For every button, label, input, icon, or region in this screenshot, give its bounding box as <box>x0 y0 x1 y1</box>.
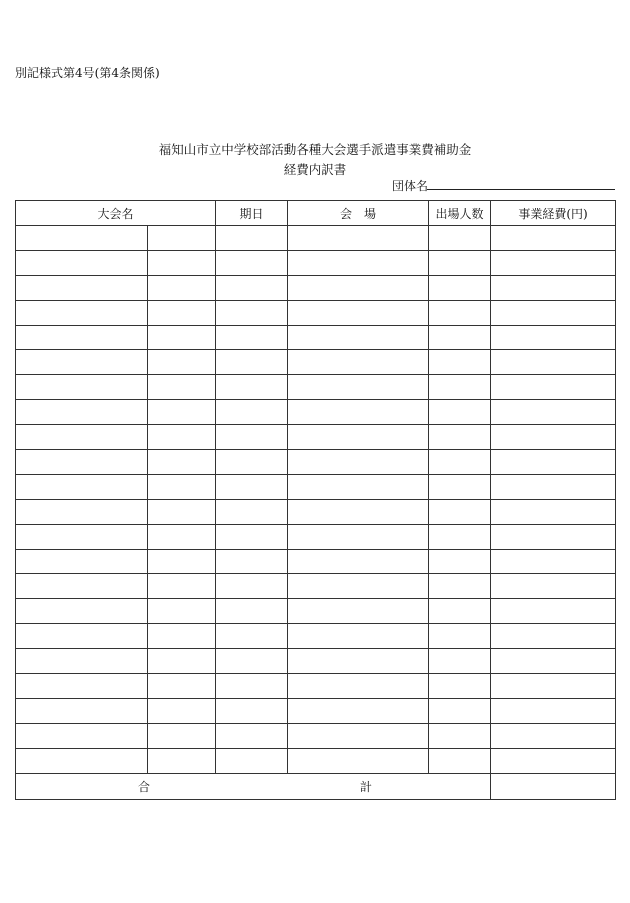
cell-expense[interactable] <box>491 748 616 773</box>
cell-expense[interactable] <box>491 450 616 475</box>
cell-period[interactable] <box>216 375 288 400</box>
cell-participants[interactable] <box>429 599 491 624</box>
cell-tournament-name[interactable] <box>16 499 148 524</box>
cell-venue[interactable] <box>288 599 429 624</box>
cell-tournament-name[interactable] <box>16 300 148 325</box>
cell-tournament-name[interactable] <box>16 649 148 674</box>
header-venue: 会 場 <box>288 201 429 226</box>
cell-sub[interactable] <box>148 375 216 400</box>
table-row <box>16 375 616 400</box>
cell-participants[interactable] <box>429 574 491 599</box>
cell-tournament-name[interactable] <box>16 325 148 350</box>
cell-venue[interactable] <box>288 574 429 599</box>
cell-participants[interactable] <box>429 226 491 251</box>
document-subtitle: 経費内訳書 <box>283 162 347 177</box>
header-expense: 事業経費(円) <box>491 201 616 226</box>
cell-participants[interactable] <box>429 425 491 450</box>
header-period: 期日 <box>216 201 288 226</box>
expense-table <box>15 200 616 800</box>
cell-period[interactable] <box>216 723 288 748</box>
cell-participants[interactable] <box>429 649 491 674</box>
cell-sub[interactable] <box>148 450 216 475</box>
table-row <box>16 275 616 300</box>
cell-period[interactable] <box>216 549 288 574</box>
cell-tournament-name[interactable] <box>16 748 148 773</box>
table-row <box>16 649 616 674</box>
cell-participants[interactable] <box>429 549 491 574</box>
cell-expense[interactable] <box>491 400 616 425</box>
cell-expense[interactable] <box>491 674 616 699</box>
table-row <box>16 300 616 325</box>
cell-tournament-name[interactable] <box>16 524 148 549</box>
cell-sub[interactable] <box>148 549 216 574</box>
cell-sub[interactable] <box>148 599 216 624</box>
cell-expense[interactable] <box>491 698 616 723</box>
cell-venue[interactable] <box>288 350 429 375</box>
cell-expense[interactable] <box>491 226 616 251</box>
cell-participants[interactable] <box>429 499 491 524</box>
table-row <box>16 624 616 649</box>
organization-label: 団体名 <box>392 179 429 193</box>
cell-tournament-name[interactable] <box>16 275 148 300</box>
table-row <box>16 723 616 748</box>
total-label-cell <box>16 773 491 799</box>
cell-expense[interactable] <box>491 300 616 325</box>
table-row <box>16 599 616 624</box>
cell-expense[interactable] <box>491 524 616 549</box>
cell-participants[interactable] <box>429 524 491 549</box>
cell-tournament-name[interactable] <box>16 698 148 723</box>
cell-participants[interactable] <box>429 400 491 425</box>
cell-tournament-name[interactable] <box>16 624 148 649</box>
cell-participants[interactable] <box>429 748 491 773</box>
cell-participants[interactable] <box>429 375 491 400</box>
cell-sub[interactable] <box>148 674 216 699</box>
cell-participants[interactable] <box>429 350 491 375</box>
cell-period[interactable] <box>216 499 288 524</box>
cell-tournament-name[interactable] <box>16 474 148 499</box>
cell-expense[interactable] <box>491 474 616 499</box>
cell-sub[interactable] <box>148 250 216 275</box>
cell-tournament-name[interactable] <box>16 425 148 450</box>
cell-venue[interactable] <box>288 250 429 275</box>
cell-expense[interactable] <box>491 624 616 649</box>
cell-tournament-name[interactable] <box>16 375 148 400</box>
cell-venue[interactable] <box>288 748 429 773</box>
cell-participants[interactable] <box>429 275 491 300</box>
table-row <box>16 350 616 375</box>
table-row <box>16 698 616 723</box>
cell-tournament-name[interactable] <box>16 674 148 699</box>
cell-tournament-name[interactable] <box>16 723 148 748</box>
cell-sub[interactable] <box>148 499 216 524</box>
table-row <box>16 574 616 599</box>
cell-period[interactable] <box>216 524 288 549</box>
cell-expense[interactable] <box>491 574 616 599</box>
cell-period[interactable] <box>216 624 288 649</box>
cell-participants[interactable] <box>429 325 491 350</box>
cell-sub[interactable] <box>148 226 216 251</box>
cell-tournament-name[interactable] <box>16 350 148 375</box>
cell-expense[interactable] <box>491 499 616 524</box>
cell-period[interactable] <box>216 226 288 251</box>
cell-period[interactable] <box>216 350 288 375</box>
cell-sub[interactable] <box>148 524 216 549</box>
cell-expense[interactable] <box>491 250 616 275</box>
cell-sub[interactable] <box>148 649 216 674</box>
cell-sub[interactable] <box>148 748 216 773</box>
cell-participants[interactable] <box>429 450 491 475</box>
cell-expense[interactable] <box>491 649 616 674</box>
cell-period[interactable] <box>216 325 288 350</box>
table-row <box>16 499 616 524</box>
cell-expense[interactable] <box>491 375 616 400</box>
table-row <box>16 325 616 350</box>
cell-period[interactable] <box>216 748 288 773</box>
organization-input-line[interactable] <box>427 189 615 190</box>
cell-sub[interactable] <box>148 574 216 599</box>
cell-tournament-name[interactable] <box>16 226 148 251</box>
cell-participants[interactable] <box>429 250 491 275</box>
table-row <box>16 674 616 699</box>
cell-tournament-name[interactable] <box>16 400 148 425</box>
cell-venue[interactable] <box>288 275 429 300</box>
cell-sub[interactable] <box>148 325 216 350</box>
header-tournament-name: 大会名 <box>16 201 216 226</box>
cell-venue[interactable] <box>288 425 429 450</box>
cell-tournament-name[interactable] <box>16 599 148 624</box>
cell-tournament-name[interactable] <box>16 549 148 574</box>
cell-period[interactable] <box>216 649 288 674</box>
cell-expense[interactable] <box>491 723 616 748</box>
cell-venue[interactable] <box>288 698 429 723</box>
cell-venue[interactable] <box>288 499 429 524</box>
cell-venue[interactable] <box>288 474 429 499</box>
table-row <box>16 400 616 425</box>
cell-participants[interactable] <box>429 624 491 649</box>
cell-venue[interactable] <box>288 400 429 425</box>
table-row <box>16 250 616 275</box>
cell-participants[interactable] <box>429 300 491 325</box>
total-value-cell[interactable] <box>491 773 616 799</box>
cell-sub[interactable] <box>148 474 216 499</box>
table-row <box>16 226 616 251</box>
cell-tournament-name[interactable] <box>16 250 148 275</box>
cell-venue[interactable] <box>288 524 429 549</box>
cell-venue[interactable] <box>288 300 429 325</box>
cell-sub[interactable] <box>148 400 216 425</box>
cell-expense[interactable] <box>491 549 616 574</box>
form-number: 別記様式第4号(第4条関係) <box>15 66 160 80</box>
total-label-right: 計 <box>360 779 373 794</box>
cell-period[interactable] <box>216 574 288 599</box>
cell-expense[interactable] <box>491 325 616 350</box>
cell-period[interactable] <box>216 674 288 699</box>
cell-sub[interactable] <box>148 275 216 300</box>
table-row <box>16 450 616 475</box>
cell-period[interactable] <box>216 599 288 624</box>
cell-period[interactable] <box>216 474 288 499</box>
table-header-row <box>16 201 616 226</box>
cell-venue[interactable] <box>288 450 429 475</box>
cell-participants[interactable] <box>429 474 491 499</box>
total-row <box>16 773 616 799</box>
cell-venue[interactable] <box>288 674 429 699</box>
cell-participants[interactable] <box>429 723 491 748</box>
cell-sub[interactable] <box>148 350 216 375</box>
cell-period[interactable] <box>216 698 288 723</box>
cell-sub[interactable] <box>148 425 216 450</box>
cell-venue[interactable] <box>288 624 429 649</box>
header-participants: 出場人数 <box>429 201 491 226</box>
table-row <box>16 474 616 499</box>
cell-venue[interactable] <box>288 723 429 748</box>
cell-sub[interactable] <box>148 698 216 723</box>
cell-period[interactable] <box>216 400 288 425</box>
cell-expense[interactable] <box>491 275 616 300</box>
table-row <box>16 748 616 773</box>
document-title: 福知山市立中学校部活動各種大会選手派遣事業費補助金 <box>158 142 472 157</box>
cell-sub[interactable] <box>148 624 216 649</box>
cell-period[interactable] <box>216 300 288 325</box>
cell-sub[interactable] <box>148 723 216 748</box>
cell-period[interactable] <box>216 450 288 475</box>
cell-venue[interactable] <box>288 325 429 350</box>
table-row <box>16 425 616 450</box>
cell-venue[interactable] <box>288 375 429 400</box>
cell-participants[interactable] <box>429 674 491 699</box>
total-label-left: 合 <box>138 779 151 794</box>
table-row <box>16 549 616 574</box>
cell-period[interactable] <box>216 275 288 300</box>
cell-period[interactable] <box>216 250 288 275</box>
cell-venue[interactable] <box>288 649 429 674</box>
cell-participants[interactable] <box>429 698 491 723</box>
cell-period[interactable] <box>216 425 288 450</box>
cell-venue[interactable] <box>288 226 429 251</box>
cell-venue[interactable] <box>288 549 429 574</box>
cell-expense[interactable] <box>491 425 616 450</box>
cell-tournament-name[interactable] <box>16 574 148 599</box>
cell-tournament-name[interactable] <box>16 450 148 475</box>
table-row <box>16 524 616 549</box>
cell-expense[interactable] <box>491 599 616 624</box>
cell-expense[interactable] <box>491 350 616 375</box>
cell-sub[interactable] <box>148 300 216 325</box>
